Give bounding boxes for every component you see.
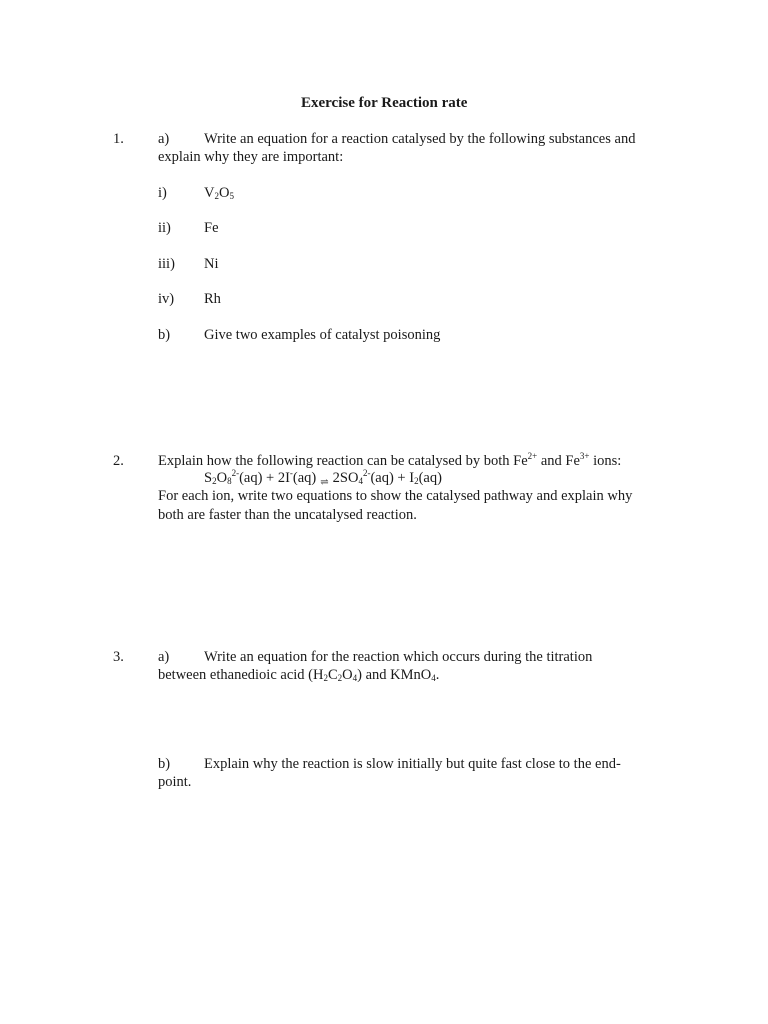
item-text: Fe — [204, 220, 219, 236]
item-label: iii) — [158, 256, 175, 272]
part-label: a) — [158, 649, 170, 665]
question-text: For each ion, write two equations to show the catalysed pathway and explain why — [158, 488, 633, 504]
part-label: a) — [158, 131, 170, 147]
question-text: explain why they are important: — [158, 149, 344, 165]
part-label: b) — [158, 756, 171, 772]
item-text: Ni — [204, 256, 219, 272]
question-text: Write an equation for a reaction catalysed by the following substances and — [204, 131, 636, 147]
question-text: Write an equation for the reaction which occurs during the titration — [204, 649, 593, 665]
question-text: Explain why the reaction is slow initially but quite fast close to the end- — [204, 756, 621, 772]
question-number: 1. — [113, 131, 124, 147]
question-number: 3. — [113, 649, 124, 665]
question-text: point. — [158, 774, 192, 790]
question-text: between ethanedioic acid $(H_2C_2O_4)$ and KMnO$_4$. — [158, 667, 440, 683]
equilibrium-arrow-icon: ⇌ — [320, 477, 329, 488]
item-label: ii) — [158, 220, 171, 236]
item-label: iv) — [158, 291, 175, 307]
question-text: Give two examples of catalyst poisoning — [204, 327, 441, 343]
question-number: 2. — [113, 453, 124, 469]
part-label: b) — [158, 327, 171, 343]
question-text: Explain how the following reaction can be catalysed by both $Fe^{2+}$ and $Fe^{3+}$ ions: — [158, 451, 622, 469]
formula-v2o5: $V_2O_5$ — [204, 185, 234, 201]
item-label: i) — [158, 185, 167, 201]
item-text: Rh — [204, 291, 221, 307]
reaction-equation: $S_2O_8^{2-}(aq) + 2I^-(aq)$ ⇌ $2SO_4^{2-}(aq) + I_2(aq)$ — [204, 469, 442, 492]
page-title: Exercise for Reaction rate — [301, 95, 468, 111]
question-text: both are faster than the uncatalysed reaction. — [158, 507, 417, 523]
